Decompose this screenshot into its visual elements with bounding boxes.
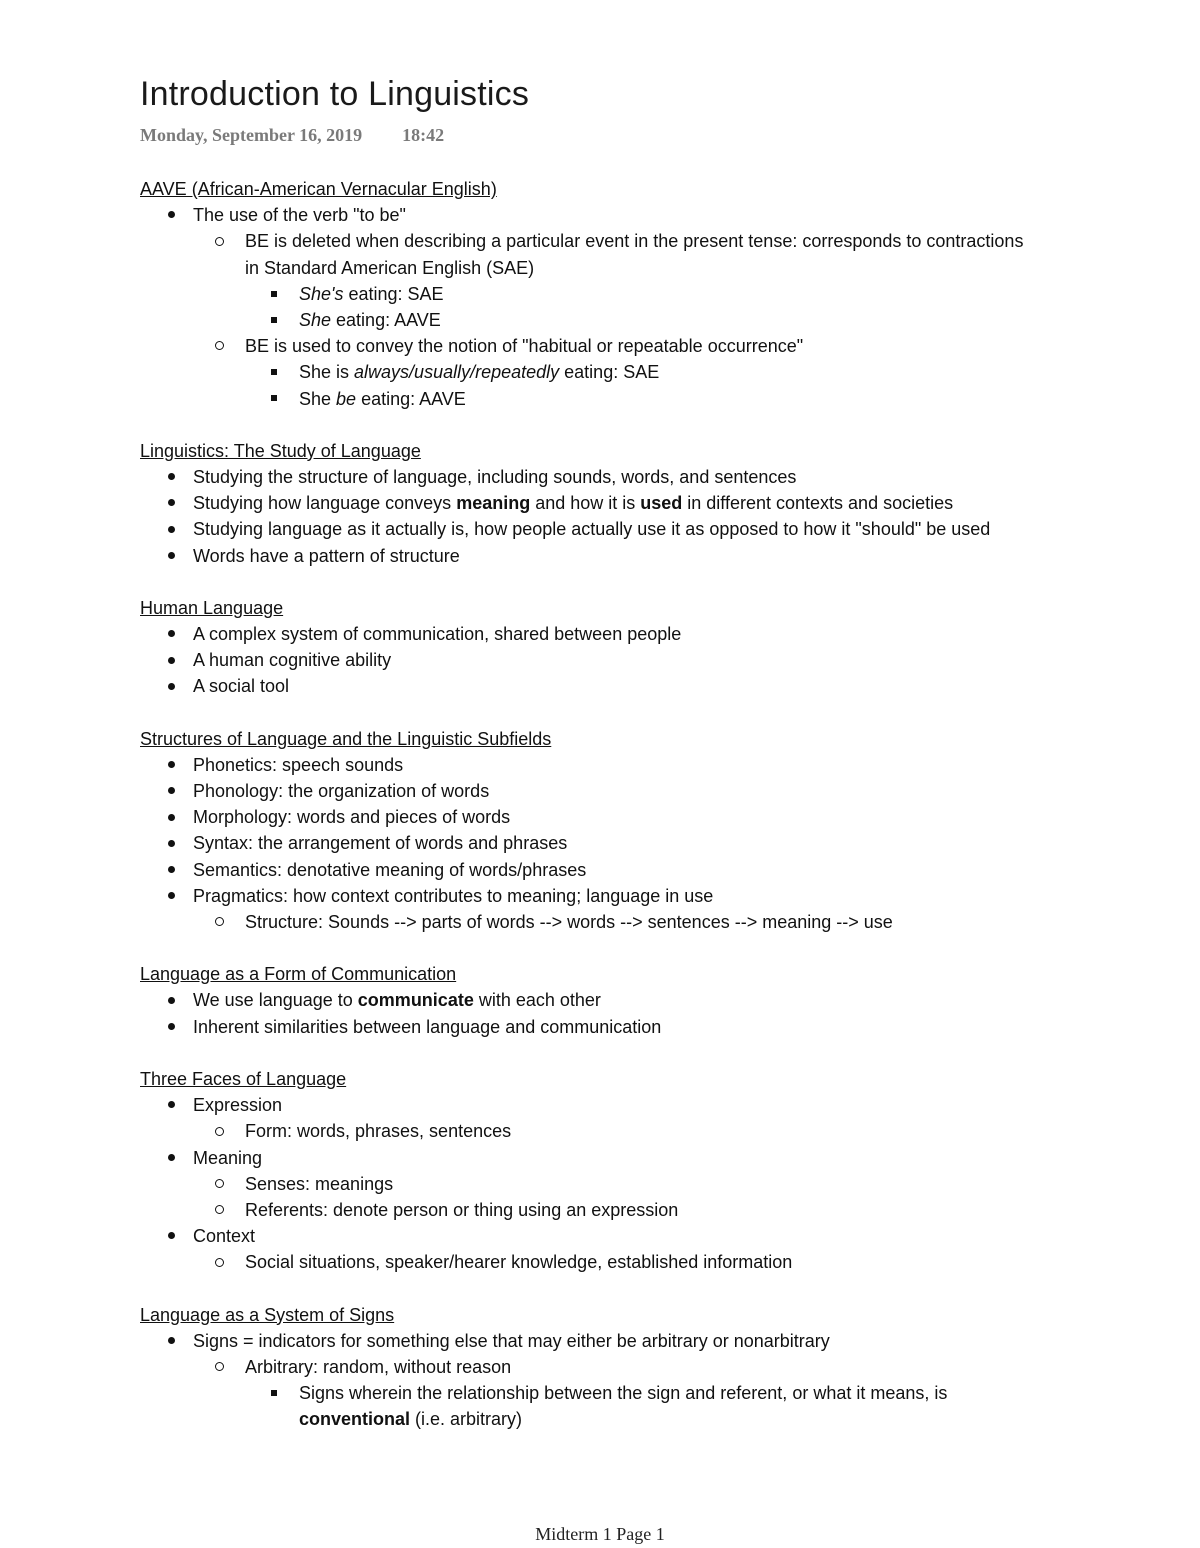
list-item: Phonology: the organization of words (140, 778, 1040, 804)
bullet-dot-icon (168, 987, 175, 1013)
section-signs (140, 1302, 1040, 1433)
bullet-circle-icon (215, 1118, 224, 1144)
section-heading: AAVE (African-American Vernacular English) (140, 179, 497, 199)
list-item: Context (140, 1223, 1040, 1249)
bullet-circle-icon (215, 1249, 224, 1275)
bullet-list (140, 987, 1040, 1039)
list-item: We use language to communicate with each other (140, 987, 1040, 1013)
list-item: Pragmatics: how context contributes to meaning; language in use (140, 883, 1040, 909)
note-metadata (140, 125, 444, 146)
section-heading: Three Faces of Language (140, 1068, 347, 1089)
list-item: A social tool (140, 673, 1040, 699)
bullet-square-icon (271, 359, 277, 385)
bullet-dot-icon (168, 883, 175, 909)
list-item: Studying how language conveys meaning and how it is used in different contexts and societies (140, 490, 1040, 516)
bullet-dot-icon (168, 543, 175, 569)
section-aave (140, 176, 1040, 412)
bullet-dot-icon (168, 1223, 175, 1249)
bullet-circle-icon (215, 333, 224, 359)
list-item: Signs = indicators for something else that may either be arbitrary or nonarbitrary (140, 1328, 1040, 1354)
bullet-dot-icon (168, 490, 175, 516)
list-item: A complex system of communication, shared between people (140, 621, 1040, 647)
list-item: She be eating: AAVE (140, 386, 1040, 412)
bullet-circle-icon (215, 1197, 224, 1223)
bullet-square-icon (271, 386, 277, 412)
section-heading: Language as a Form of Communication (140, 964, 457, 985)
section-linguistics (140, 438, 1040, 569)
bullet-dot-icon (168, 1092, 175, 1118)
list-item: Inherent similarities between language and communication (140, 1014, 1040, 1040)
bullet-dot-icon (168, 516, 175, 542)
list-item: Expression (140, 1092, 1040, 1118)
page-title: Introduction to Linguistics (140, 75, 530, 113)
list-item: Senses: meanings (140, 1171, 1040, 1197)
list-item: Studying language as it actually is, how people actually use it as opposed to how it "should" be used (140, 516, 1040, 542)
note-time: 18:42 (402, 125, 445, 145)
bullet-dot-icon (168, 464, 175, 490)
list-item: Structure: Sounds --> parts of words --> words --> sentences --> meaning --> use (140, 909, 1040, 935)
bullet-square-icon (271, 281, 277, 307)
list-item: Meaning (140, 1145, 1040, 1171)
bullet-list (140, 464, 1040, 569)
section-three-faces (140, 1066, 1040, 1276)
list-item: The use of the verb "to be" (140, 202, 1040, 228)
section-communication (140, 961, 1040, 1040)
list-item: Words have a pattern of structure (140, 543, 1040, 569)
list-item: She's eating: SAE (140, 281, 1040, 307)
page-footer: Midterm 1 Page 1 (535, 1524, 665, 1544)
list-item: Phonetics: speech sounds (140, 752, 1040, 778)
bullet-dot-icon (168, 1014, 175, 1040)
bullet-dot-icon (168, 830, 175, 856)
bullet-dot-icon (168, 647, 175, 673)
bullet-list (140, 621, 1040, 700)
section-human-language (140, 595, 1040, 700)
bullet-dot-icon (168, 1145, 175, 1171)
section-heading: Structures of Language and the Linguistic Subfields (140, 728, 552, 749)
list-item: Syntax: the arrangement of words and phrases (140, 830, 1040, 856)
list-item: Social situations, speaker/hearer knowledge, established information (140, 1249, 1040, 1275)
bullet-dot-icon (168, 752, 175, 778)
list-item: Morphology: words and pieces of words (140, 804, 1040, 830)
list-item: BE is used to convey the notion of "habitual or repeatable occurrence" (140, 333, 1040, 359)
list-item: She is always/usually/repeatedly eating: SAE (140, 359, 1040, 385)
section-heading: Linguistics: The Study of Language (140, 440, 421, 461)
bullet-list (140, 1328, 1040, 1433)
bullet-circle-icon (215, 909, 224, 935)
bullet-list (140, 1092, 1040, 1275)
section-structures (140, 726, 1040, 936)
note-date: Monday, September 16, 2019 (140, 125, 363, 145)
bullet-dot-icon (168, 804, 175, 830)
list-item: Studying the structure of language, including sounds, words, and sentences (140, 464, 1040, 490)
bullet-dot-icon (168, 1328, 175, 1354)
bullet-square-icon (271, 307, 277, 333)
bullet-dot-icon (168, 621, 175, 647)
list-item: A human cognitive ability (140, 647, 1040, 673)
list-item: Arbitrary: random, without reason (140, 1354, 1040, 1380)
bullet-dot-icon (168, 202, 175, 228)
bullet-circle-icon (215, 228, 224, 254)
bullet-circle-icon (215, 1354, 224, 1380)
list-item: She eating: AAVE (140, 307, 1040, 333)
bullet-circle-icon (215, 1171, 224, 1197)
bullet-list (140, 202, 1040, 412)
note-body (140, 176, 1040, 1459)
bullet-dot-icon (168, 857, 175, 883)
list-item: Signs wherein the relationship between the sign and referent, or what it means, is conventional (i.e. arbitrary) (140, 1380, 1040, 1432)
section-heading: Language as a System of Signs (140, 1304, 395, 1325)
list-item: BE is deleted when describing a particular event in the present tense: corresponds to contractions in Standard American English (SAE) (140, 228, 1040, 280)
list-item: Form: words, phrases, sentences (140, 1118, 1040, 1144)
bullet-list (140, 752, 1040, 935)
bullet-square-icon (271, 1380, 277, 1406)
list-item: Semantics: denotative meaning of words/phrases (140, 857, 1040, 883)
list-item: Referents: denote person or thing using an expression (140, 1197, 1040, 1223)
bullet-dot-icon (168, 778, 175, 804)
bullet-dot-icon (168, 673, 175, 699)
section-heading: Human Language (140, 597, 284, 618)
